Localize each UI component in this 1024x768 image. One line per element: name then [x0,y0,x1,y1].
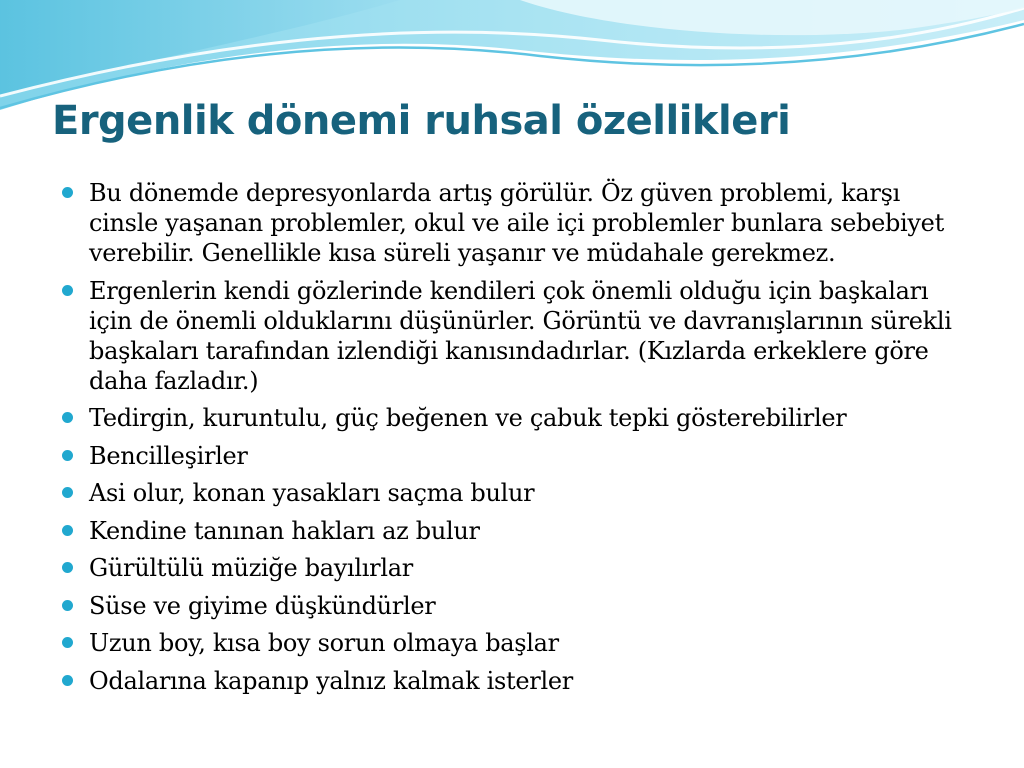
bullet-item [62,628,962,658]
bullet-dot-icon [62,637,73,648]
bullet-text: Asi olur, konan yasakları saçma bulur [89,479,535,507]
bullet-list [62,178,962,703]
bullet-item [62,553,962,583]
bullet-item [62,666,962,696]
bullet-text: Tedirgin, kuruntulu, güç beğenen ve çabuk tepki gösterebilirler [89,404,847,432]
bullet-text: Ergenlerin kendi gözlerinde kendileri çok önemli olduğu için başkaları için de önemli olduklarını düşünürler. Görüntü ve davranışlarının sürekli başkaları tarafından izlendiği kanısındadırlar. (Kızlarda erkeklere göre daha fazladır.) [89,276,952,395]
bullet-item [62,441,962,471]
bullet-item [62,178,962,268]
bullet-item [62,403,962,433]
bullet-dot-icon [62,600,73,611]
bullet-dot-icon [62,285,73,296]
bullet-item [62,478,962,508]
bullet-item [62,276,962,396]
bullet-dot-icon [62,450,73,461]
bullet-dot-icon [62,187,73,198]
bullet-dot-icon [62,675,73,686]
bullet-dot-icon [62,562,73,573]
bullet-text: Odalarına kapanıp yalnız kalmak isterler [89,666,573,695]
bullet-text: Uzun boy, kısa boy sorun olmaya başlar [89,629,559,657]
slide-title: Ergenlik dönemi ruhsal özellikleri [52,98,791,144]
bullet-text: Bencilleşirler [89,441,248,470]
bullet-dot-icon [62,525,73,536]
bullet-dot-icon [62,412,73,423]
bullet-text: Bu dönemde depresyonlarda artış görülür. Öz güven problemi, karşı cinsle yaşanan problemler, okul ve aile içi problemler bunlara sebebiyet verebilir. Genellikle kısa süreli yaşanır ve müdahale gerekmez. [89,179,944,267]
bullet-text: Gürültülü müziğe bayılırlar [89,554,413,582]
bullet-text: Süse ve giyime düşkündürler [89,591,436,620]
bullet-dot-icon [62,487,73,498]
bullet-item [62,591,962,621]
bullet-item [62,516,962,546]
bullet-text: Kendine tanınan hakları az bulur [89,516,480,545]
